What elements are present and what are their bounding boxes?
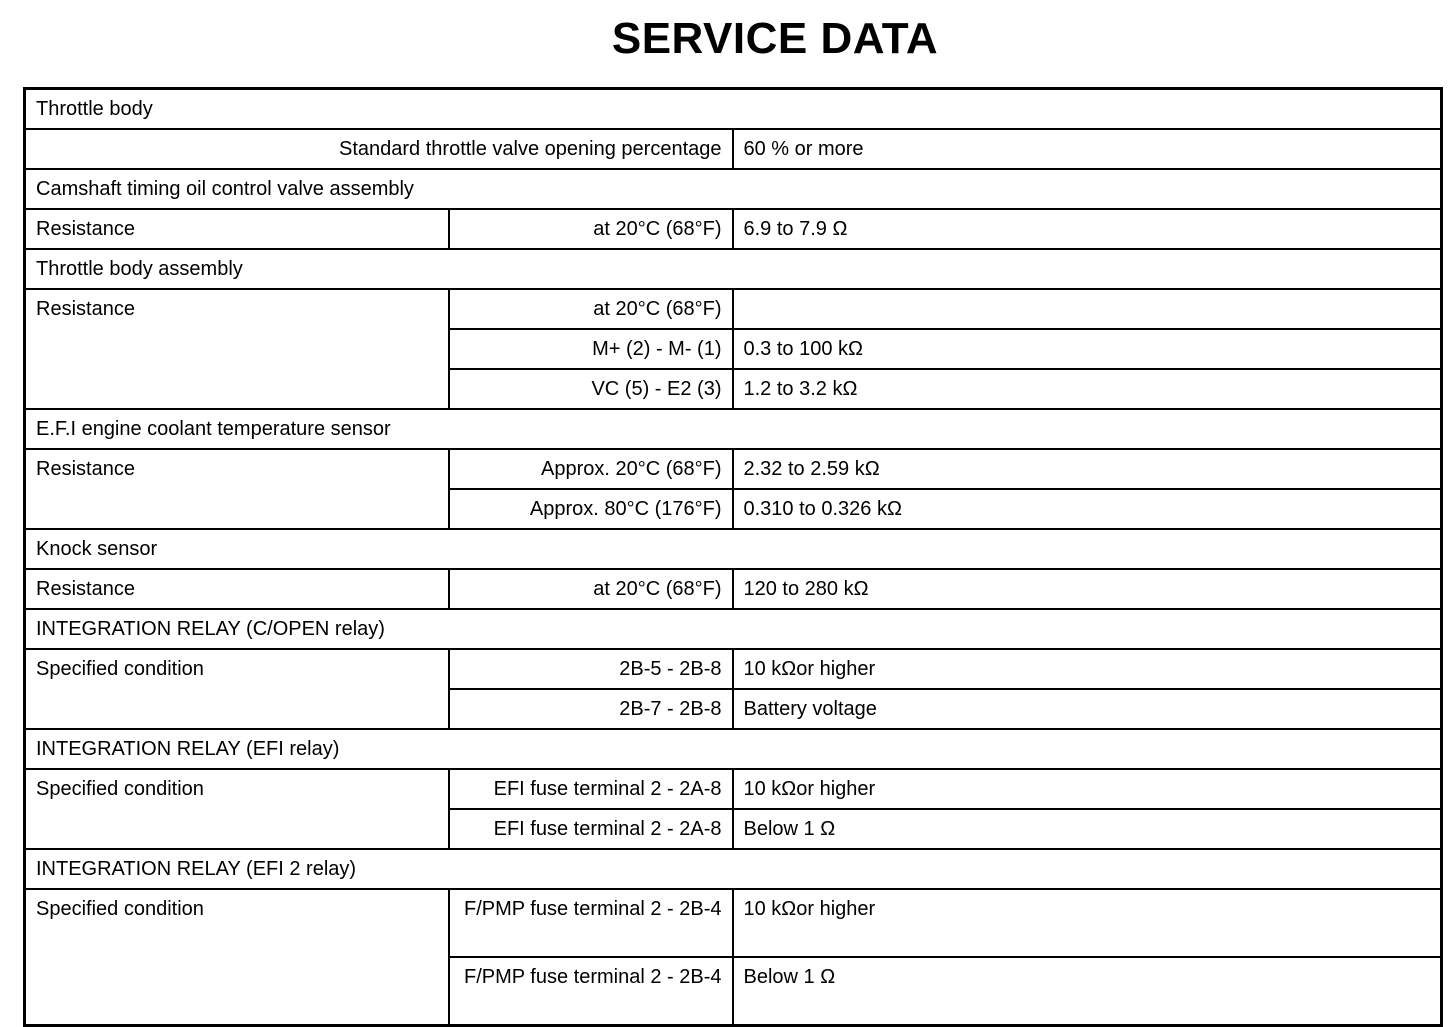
condition-cell: at 20°C (68°F): [449, 209, 733, 249]
item-label: Resistance: [25, 289, 449, 409]
spec-value: 120 to 280 kΩ: [733, 569, 1442, 609]
condition-cell: M+ (2) - M- (1): [449, 329, 733, 369]
item-label: Specified condition: [25, 769, 449, 849]
section-header-row: [25, 729, 1442, 769]
section-header: INTEGRATION RELAY (EFI relay): [25, 729, 1442, 769]
spec-value: 6.9 to 7.9 Ω: [733, 209, 1442, 249]
spec-value: 10 kΩor higher: [733, 649, 1442, 689]
section-header: INTEGRATION RELAY (EFI 2 relay): [25, 849, 1442, 889]
table-row: [25, 449, 1442, 489]
condition-cell: VC (5) - E2 (3): [449, 369, 733, 409]
table-row: [25, 649, 1442, 689]
condition-cell: Approx. 20°C (68°F): [449, 449, 733, 489]
section-header-row: [25, 249, 1442, 289]
item-label: Specified condition: [25, 649, 449, 729]
table-row: [25, 889, 1442, 957]
item-label: Resistance: [25, 569, 449, 609]
table-row: [25, 769, 1442, 809]
spec-value: Below 1 Ω: [733, 809, 1442, 849]
section-header-row: [25, 529, 1442, 569]
section-header-row: [25, 169, 1442, 209]
spec-value: Battery voltage: [733, 689, 1442, 729]
condition-cell: 2B-7 - 2B-8: [449, 689, 733, 729]
spec-value: [733, 289, 1442, 329]
spec-value: 0.310 to 0.326 kΩ: [733, 489, 1442, 529]
condition-cell: 2B-5 - 2B-8: [449, 649, 733, 689]
condition-cell: Approx. 80°C (176°F): [449, 489, 733, 529]
spec-value: 0.3 to 100 kΩ: [733, 329, 1442, 369]
item-label: Resistance: [25, 449, 449, 529]
condition-cell: EFI fuse terminal 2 - 2A-8: [449, 809, 733, 849]
section-header: Camshaft timing oil control valve assembly: [25, 169, 1442, 209]
section-header: INTEGRATION RELAY (C/OPEN relay): [25, 609, 1442, 649]
section-header: Knock sensor: [25, 529, 1442, 569]
service-data-table: [23, 87, 1443, 1027]
condition-cell: at 20°C (68°F): [449, 289, 733, 329]
table-row: [25, 289, 1442, 329]
spec-value: 10 kΩor higher: [733, 889, 1442, 957]
spec-value: 10 kΩor higher: [733, 769, 1442, 809]
spec-value: 60 % or more: [733, 129, 1442, 169]
item-label: Resistance: [25, 209, 449, 249]
section-header-row: [25, 849, 1442, 889]
page-title: SERVICE DATA: [611, 14, 939, 63]
condition-cell: EFI fuse terminal 2 - 2A-8: [449, 769, 733, 809]
table-row: [25, 569, 1442, 609]
section-header-row: [25, 609, 1442, 649]
section-header: Throttle body assembly: [25, 249, 1442, 289]
condition-cell: F/PMP fuse terminal 2 - 2B-4: [449, 889, 733, 957]
section-header: Throttle body: [25, 89, 1442, 130]
spec-value: Below 1 Ω: [733, 957, 1442, 1026]
table-row: [25, 209, 1442, 249]
spec-value: 2.32 to 2.59 kΩ: [733, 449, 1442, 489]
spec-value: 1.2 to 3.2 kΩ: [733, 369, 1442, 409]
section-header-row: [25, 409, 1442, 449]
section-header-row: [25, 89, 1442, 130]
section-header: E.F.I engine coolant temperature sensor: [25, 409, 1442, 449]
spec-label: Standard throttle valve opening percentage: [25, 129, 733, 169]
condition-cell: F/PMP fuse terminal 2 - 2B-4: [449, 957, 733, 1026]
condition-cell: at 20°C (68°F): [449, 569, 733, 609]
table-row: [25, 129, 1442, 169]
item-label: Specified condition: [25, 889, 449, 1026]
